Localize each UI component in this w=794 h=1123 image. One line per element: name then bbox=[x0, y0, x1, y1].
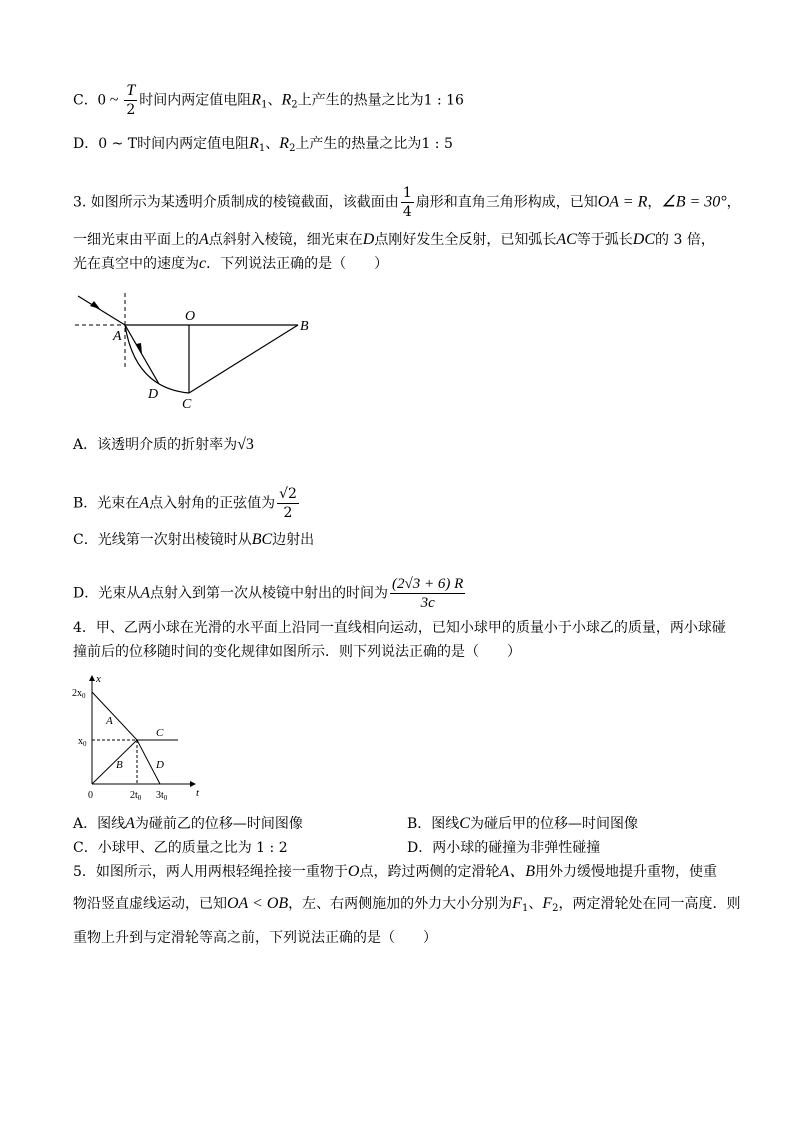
label-line-a: A bbox=[106, 715, 113, 727]
edge-bc bbox=[189, 325, 298, 393]
q4-option-a: A．图线A为碰前乙的位移—时间图像 bbox=[73, 815, 303, 832]
prism-figure bbox=[70, 288, 320, 413]
fraction-sqrt2-over-2: $\frac{√2}{2}$ bbox=[279, 486, 297, 521]
q3-option-c: C．光线第一次射出棱镜时从BC边射出 bbox=[73, 531, 315, 548]
tick-2t0: $2t_0$ bbox=[130, 790, 142, 802]
tick-2x0: $2x_0$ bbox=[72, 688, 86, 700]
q5-line3: 重物上升到与定滑轮等高之前，下列说法正确的是（ ） bbox=[73, 930, 437, 946]
fraction-one-quarter: $\frac{1}{4}$ bbox=[402, 185, 412, 220]
q4-line2: 撞前后的位移随时间的变化规律如图所示．则下列说法正确的是（ ） bbox=[73, 644, 521, 660]
incident-ray bbox=[78, 296, 125, 325]
q4-option-c: C．小球甲、乙的质量之比为 1 : 2 bbox=[73, 840, 288, 856]
q5-line1: 5．如图所示，两人用两根轻绳拴接一重物于O点，跨过两侧的定滑轮A、B用外力缓慢地提升重物，使重 bbox=[73, 863, 718, 880]
line-a bbox=[92, 692, 137, 740]
q3-option-b: B．光束在A点入射角的正弦值为 $\frac{√2}{2}$ bbox=[73, 486, 297, 521]
q4-line1: 4．甲、乙两小球在光滑的水平面上沿同一直线相向运动，已知小球甲的质量小于小球乙的质量，两小球碰 bbox=[73, 620, 726, 636]
label-line-c: C bbox=[156, 727, 164, 739]
axis-label-x: x bbox=[96, 673, 101, 685]
q3-line2: 一细光束由平面上的A点斜射入棱镜，细光束在D点刚好发生全反射，已知弧长AC等于弧长DC的 3 倍， bbox=[73, 231, 715, 248]
axis-label-t: t bbox=[196, 787, 200, 799]
option-c-prev: C．0 ~ $\frac{T}{2}$ 时间内两定值电阻$R_1$、$R_2$上产生的热量之比为1 : 16 bbox=[73, 82, 464, 118]
q5-line2: 物沿竖直虚线运动，已知OA < OB，左、右两侧施加的外力大小分别为$F_1$、$F_2$，两定滑轮处在同一高度．则 bbox=[73, 895, 741, 914]
label-c: C bbox=[182, 397, 192, 412]
q3-option-d: D．光束从A点射入到第一次从棱镜中射出的时间为 $\frac{(2√3 + 6) R}{3c}$ bbox=[73, 576, 464, 611]
xt-graph bbox=[70, 672, 210, 807]
label-b: B bbox=[300, 319, 309, 334]
label-a: A bbox=[113, 329, 122, 344]
fraction-t-over-2: $\frac{T}{2}$ bbox=[126, 82, 136, 118]
arc-ac bbox=[125, 325, 189, 393]
q3-option-a: A．该透明介质的折射率为√3 bbox=[73, 436, 254, 453]
refracted-arrow bbox=[136, 343, 142, 354]
label-o: O bbox=[185, 309, 196, 324]
label-line-d: D bbox=[156, 759, 164, 771]
option-d-prev: D．0 ~ T时间内两定值电阻$R_1$、$R_2$上产生的热量之比为1 : 5 bbox=[73, 135, 453, 154]
tick-x0: $x_0$ bbox=[78, 736, 87, 748]
label-line-b: B bbox=[116, 759, 123, 771]
refracted-ray bbox=[125, 325, 159, 384]
q4-option-b: B．图线C为碰后甲的位移—时间图像 bbox=[407, 815, 638, 832]
tick-3t0: $3t_0$ bbox=[156, 790, 168, 802]
incident-arrow bbox=[90, 301, 100, 309]
q3-line1: 3. 如图所示为某透明介质制成的棱镜截面，该截面由 $\frac{1}{4}$ 扇形和直角三角形构成，已知OA = R，∠B = 30°， bbox=[73, 185, 741, 220]
label-d: D bbox=[148, 387, 159, 402]
q3-line3: 光在真空中的速度为c．下列说法正确的是（ ） bbox=[73, 255, 389, 272]
line-b bbox=[92, 740, 137, 784]
q4-option-d: D．两小球的碰撞为非弹性碰撞 bbox=[407, 840, 601, 856]
tick-origin: 0 bbox=[88, 790, 93, 801]
fraction-time: $\frac{(2√3 + 6) R}{3c}$ bbox=[392, 576, 464, 611]
